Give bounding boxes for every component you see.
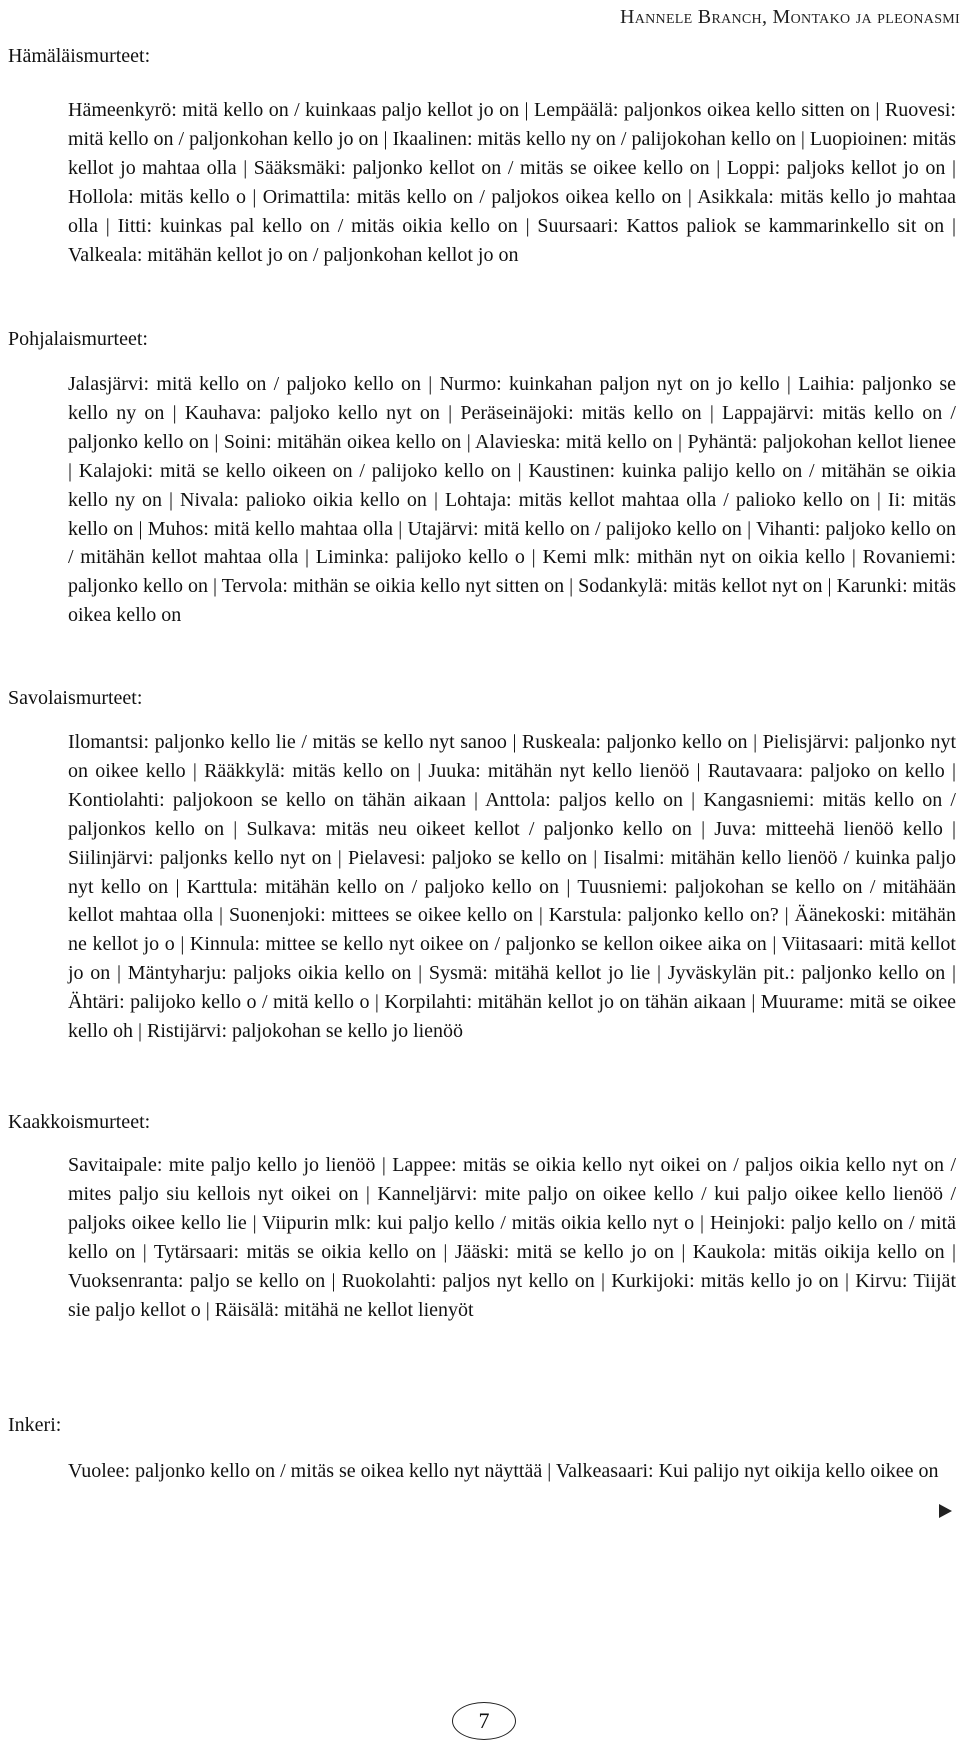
section-label-savolaismurteet: Savolaismurteet: xyxy=(8,687,143,709)
page-number: 7 xyxy=(452,1702,516,1740)
section-text-pohjalaismurteet: Jalasjärvi: mitä kello on / paljoko kello on | Nurmo: kuinkahan paljon nyt on jo kello | Laihia: paljonko se kello ny on | Kauhava: paljoko kello nyt on | Peräseinäjoki: mitäs kello on | Lappajärvi: mitäs kello on / paljonko kello on | Soini: mitähän oikea kello on | Alavieska: mitä kello on | Pyhäntä: paljokohan kellot lienee | Kalajoki: mitä se kello oikeen on / palijoko kello on | Kaustinen: kuinka palijo kello on / mitähän se oikia kello ny on | Nivala: palioko oikia kello on | Lohtaja: mitäs kellot mahtaa olla / palioko kello on | Ii: mitäs kello on | Muhos: mitä kello mahtaa olla | Utajärvi: mitä kello on / palijoko kello on | Vihanti: paljoko kello on / mitähän kellot mahtaa olla | Liminka: palijoko kello o | Kemi mlk: mithän nyt on oikia kello | Rovaniemi: paljonko kello on | Tervola: mithän se oikia kello nyt sitten on | Sodankylä: mitäs kellot nyt on | Karunki: mitäs oikea kello on xyxy=(68,373,956,627)
section-label-inkeri: Inkeri: xyxy=(8,1414,62,1436)
section-text-savolaismurteet: Ilomantsi: paljonko kello lie / mitäs se kello nyt sanoo | Ruskeala: paljonko kello on | Pielisjärvi: paljonko nyt on oikee kello | Rääkkylä: mitäs kello on | Juuka: mitähän nyt kello lienöö | Rautavaara: paljoko on kello | Kontiolahti: paljokoon se kello on tähän aikaan | Anttola: paljos kello on | Kangasniemi: mitäs kello on / paljonkos kello on | Sulkava: mitäs neu oikeet kellot / paljonko kello on | Juva: mitteehä lienöö kello | Siilinjärvi: paljonks kello nyt on | Pielavesi: paljoko se kello on | Iisalmi: mitähän kello lienöö / kuinka paljo nyt kello on | Karttula: mitähän kello on / paljoko kello on | Tuusniemi: paljokohan se kello on / mitähään kellot mahtaa olla | Suonenjoki: mittees se oikee kello on | Karstula: paljonko kello on? | Äänekoski: mitähän ne kellot jo o | Kinnula: mittee se kello nyt oikee on / paljonko se kellon oikee aika on | Viitasaari: mitä kellot jo on | Mäntyharju: paljoks oikia kello on | Sysmä: mitähä kellot jo lie | Jyväskylän pit.: paljonko kello on | Ähtäri: palijoko kello o / mitä kello o | Korpilahti: mitähän kellot jo on tähän aikaan | Muurame: mitä se oikee kello oh | Ristijärvi: paljokohan se kello jo lienöö xyxy=(68,731,956,1043)
section-label-hamalaismurteet: Hämäläismurteet: xyxy=(8,45,151,67)
section-text-kaakkoismurteet: Savitaipale: mite paljo kello jo lienöö | Lappee: mitäs se oikia kello nyt oikei on / paljos oikia kello nyt on / mites paljo siu kellois nyt oikei on | Kanneljärvi: mite paljo on oikee kello / kui paljo oikee kello lienöö / paljoks oikee kello lie | Viipurin mlk: kui paljo kello / mitäs oikia kello nyt o | Heinjoki: paljo kello on / mitä kello on | Tytärsaari: mitäs se oikia kello on | Jääski: mitä se kello jo on | Kaukola: mitäs oikija kello on | Vuoksenranta: paljo se kello on | Ruokolahti: paljos nyt kello on | Kurkijoki: mitäs kello jo on | Kirvu: Tiijät sie paljo kellot o | Räisälä: mitähä ne kellot lienyöt xyxy=(68,1154,956,1321)
section-label-pohjalaismurteet: Pohjalaismurteet: xyxy=(8,328,148,350)
section-text-hamalaismurteet: Hämeenkyrö: mitä kello on / kuinkaas paljo kellot jo on | Lempäälä: paljonkos oikea kello sitten on | Ruovesi: mitä kello on / paljonkohan kello jo on | Ikaalinen: mitäs kello ny on / palijokohan kello on | Luopioinen: mitäs kellot jo mahtaa olla | Sääksmäki: paljonko kellot on / mitäs se oikee kello on | Loppi: paljoks kellot jo on | Hollola: mitäs kello o | Orimattila: mitäs kello on / paljokos oikea kello on | Asikkala: mitäs kello jo mahtaa olla | Iitti: kuinkas pal kello on / mitäs oikia kello on | Suursaari: Kattos paliok se kammarinkello sit on | Valkeala: mitähän kellot jo on / paljonkohan kellot jo on xyxy=(68,99,956,266)
section-text-inkeri: Vuolee: paljonko kello on / mitäs se oikea kello nyt näyttää | Valkeasaari: Kui palijo nyt oikija kello oikee on xyxy=(68,1460,939,1482)
section-label-kaakkoismurteet: Kaakkoismurteet: xyxy=(8,1111,151,1133)
continue-arrow-icon xyxy=(939,1504,952,1518)
running-head: Hannele Branch, Montako ja pleonasmi xyxy=(619,6,960,28)
